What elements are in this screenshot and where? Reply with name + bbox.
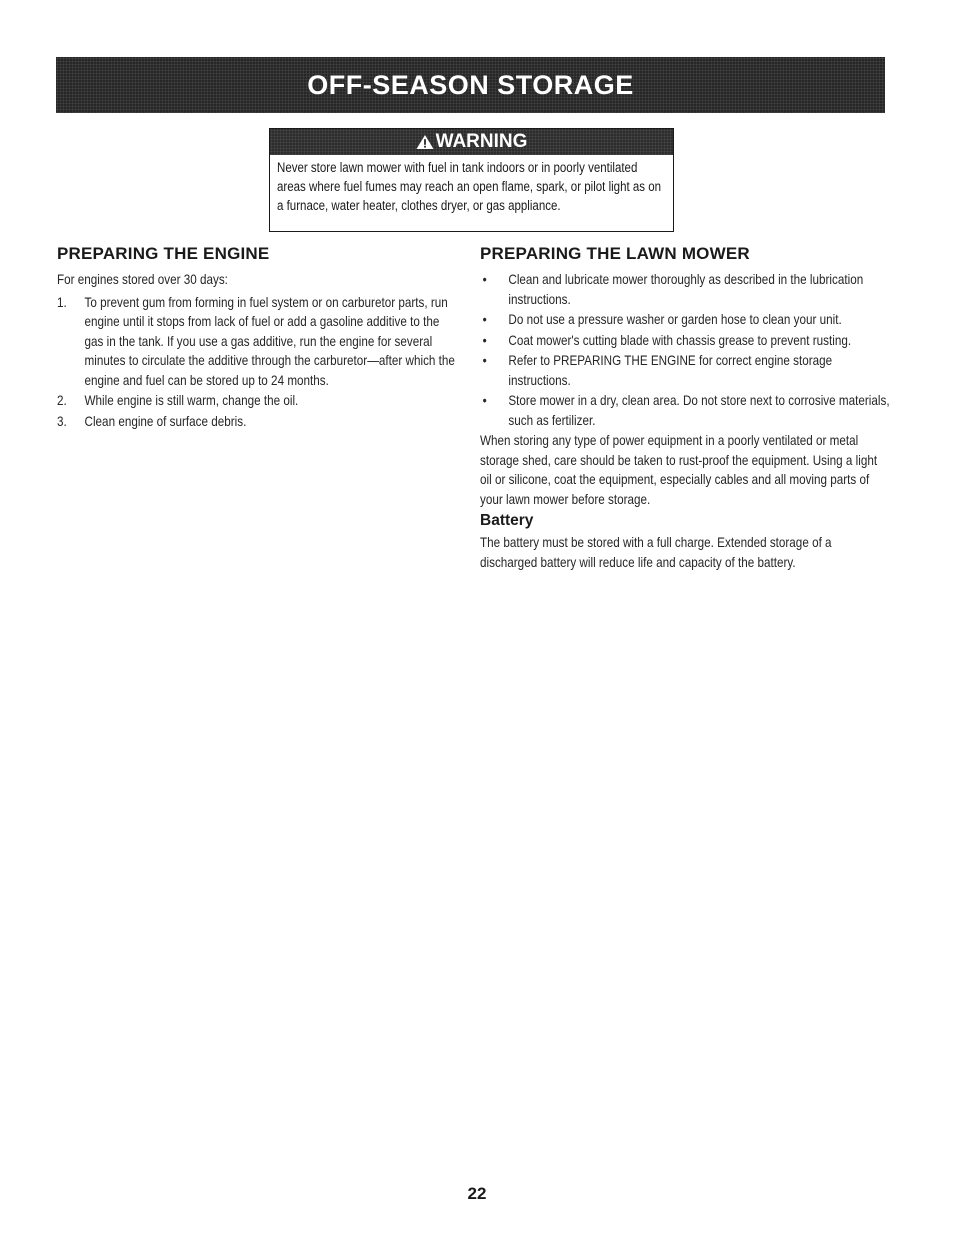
page-title: OFF-SEASON STORAGE	[307, 69, 634, 100]
bullet: •	[482, 312, 487, 327]
bullet: •	[482, 332, 487, 348]
engine-steps	[57, 293, 457, 432]
mower-section	[480, 244, 890, 575]
mower-bullets	[480, 270, 890, 430]
mower-heading: PREPARING THE LAWN MOWER	[480, 244, 750, 263]
warning-header	[270, 129, 673, 155]
warning-text: Never store lawn mower with fuel in tank indoors or in poorly ventilated areas where fuel fumes may reach an open flame, spark, or pilot light as on a furnace, water heater, clothes dryer, or gas appliance.	[277, 160, 662, 213]
warning-box	[269, 128, 674, 232]
step-number: 3.	[57, 413, 67, 429]
list-item	[480, 331, 890, 351]
bullet-text: Coat mower's cutting blade with chassis grease to prevent rusting.	[508, 332, 852, 348]
battery-heading: Battery	[480, 512, 534, 529]
bullet-text: Clean and lubricate mower thoroughly as described in the lubrication instructions.	[508, 272, 864, 307]
step-number: 1.	[57, 294, 67, 310]
warning-heading: WARNING	[435, 131, 528, 152]
list-item	[57, 412, 457, 432]
list-item	[480, 351, 890, 390]
bullet: •	[482, 353, 487, 368]
list-item	[57, 293, 457, 391]
engine-heading: PREPARING THE ENGINE	[57, 244, 270, 263]
step-text: To prevent gum from forming in fuel system or on carburetor parts, run engine until it stops from lack of fuel or add a gasoline additive to the gas in the tank. If you use a gas additive, run the engine for several minutes to circulate the additive through the carburetor—after which the engine and fuel can be stored up to 24 months.	[84, 294, 455, 388]
engine-intro: For engines stored over 30 days:	[57, 272, 228, 287]
step-text: While engine is still warm, change the oil.	[84, 393, 299, 408]
warning-triangle-icon	[416, 134, 434, 150]
battery-text: The battery must be stored with a full charge. Extended storage of a discharged battery will reduce life and capacity of the battery.	[480, 535, 832, 570]
bullet: •	[482, 272, 487, 287]
bullet: •	[482, 393, 487, 408]
step-number: 2.	[57, 393, 67, 408]
list-item	[480, 310, 890, 330]
bullet-text: Refer to PREPARING THE ENGINE for correct engine storage instructions.	[508, 353, 833, 388]
storage-shed-paragraph: When storing any type of power equipment in a poorly ventilated or metal storage shed, care should be taken to rust-proof the equipment. Using a light oil or silicone, coat the equipment, especially cables and all moving parts of your lawn mower before storage.	[480, 433, 878, 507]
bullet-text: Store mower in a dry, clean area. Do not store next to corrosive materials, such as fertilizer.	[508, 393, 890, 428]
engine-section	[57, 244, 457, 432]
section-banner	[56, 57, 885, 113]
step-text: Clean engine of surface debris.	[84, 413, 247, 429]
list-item	[480, 270, 890, 309]
list-item	[480, 391, 890, 430]
page-number: 22	[467, 1184, 487, 1203]
list-item	[57, 391, 457, 411]
bullet-text: Do not use a pressure washer or garden hose to clean your unit.	[508, 312, 842, 327]
